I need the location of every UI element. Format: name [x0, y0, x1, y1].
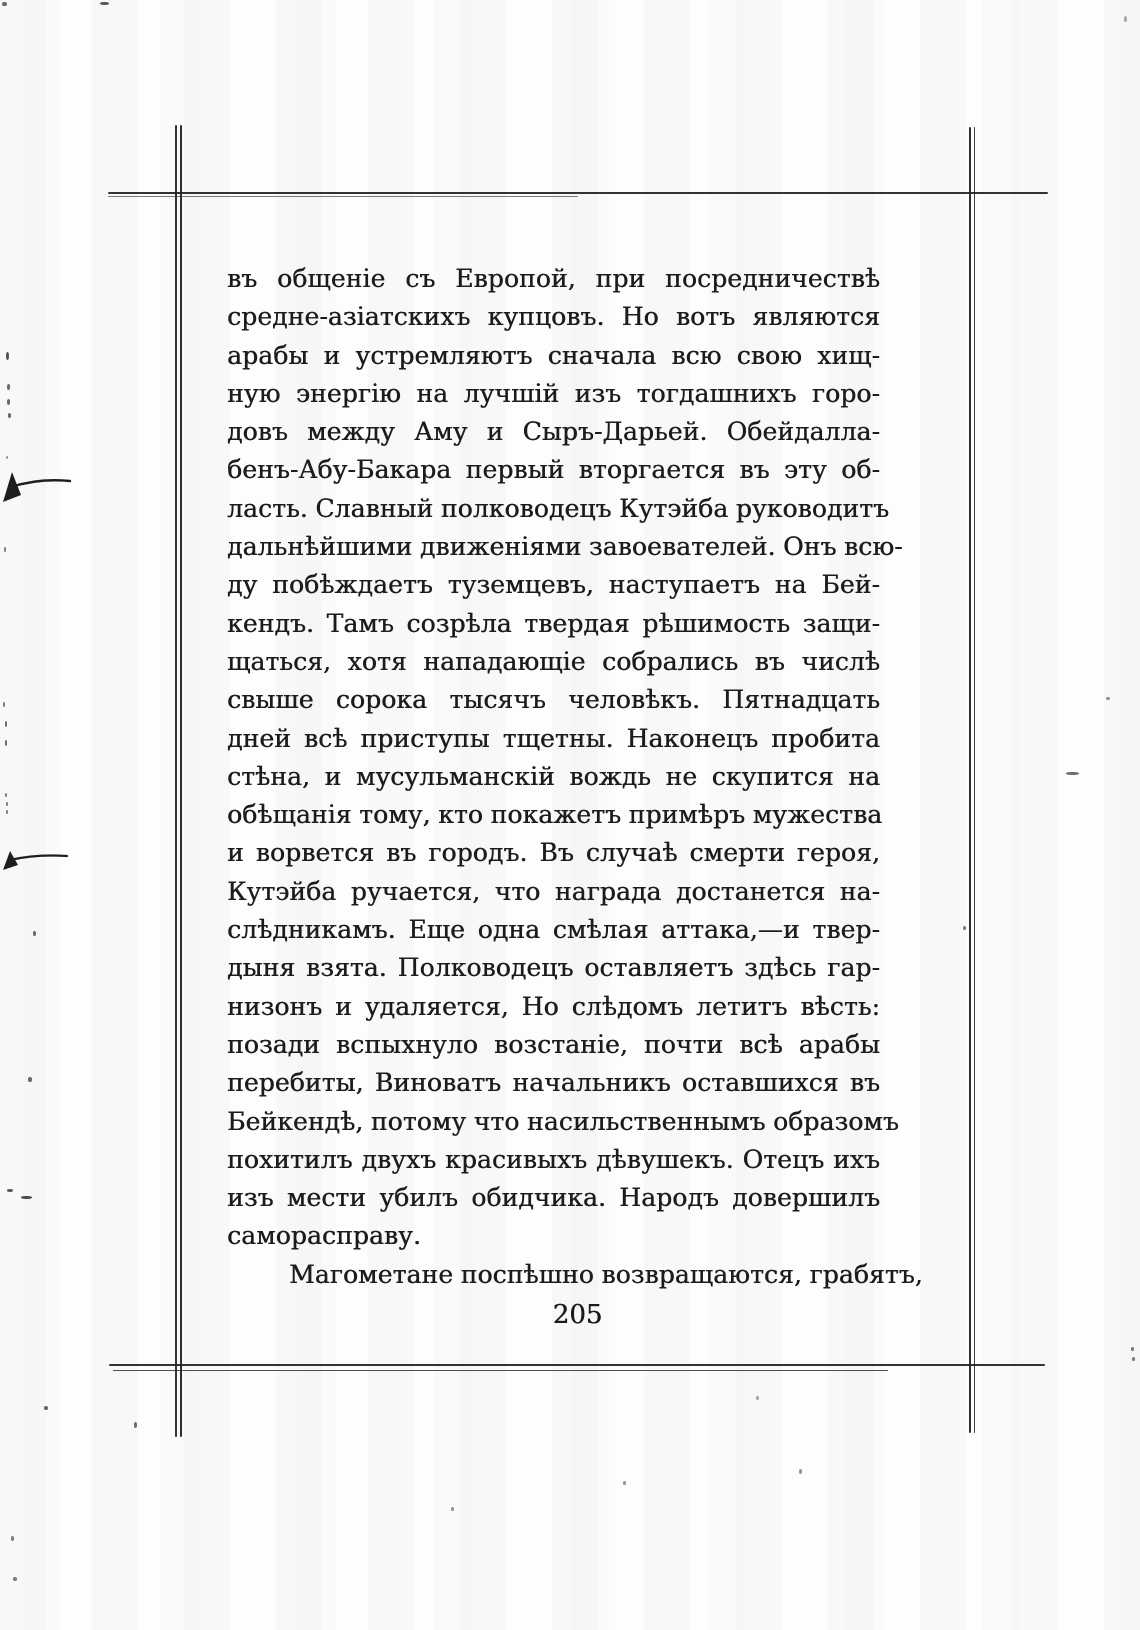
scan-speck	[963, 926, 966, 930]
text-line: обѣщанія тому, кто покажетъ примѣръ мужества	[227, 800, 883, 830]
text-line: дней всѣ приступы тщетны. Наконецъ пробита	[227, 723, 880, 753]
scan-speck	[756, 1396, 759, 1400]
frame-rule-left-inner	[180, 125, 182, 1437]
handwritten-arrow-mark-icon	[1, 848, 71, 874]
text-line: перебиты, Виноватъ начальникъ оставшихся въ	[227, 1068, 880, 1098]
text-line: довъ между Аму и Сыръ-Дарьей. Обейдалла-	[227, 417, 880, 447]
scan-speck	[1106, 697, 1110, 700]
scan-speck	[4, 547, 6, 552]
text-line: ную энергію на лучшій изъ тогдашнихъ горо-	[227, 378, 880, 408]
scan-speck	[6, 352, 9, 360]
page-number: 205	[552, 1300, 603, 1330]
scan-speck	[6, 802, 8, 806]
handwritten-arrow-mark-icon	[1, 468, 73, 506]
scan-speck	[134, 1422, 137, 1428]
text-line: Бейкендѣ, потому что насильственнымъ образомъ	[227, 1106, 899, 1136]
frame-rule-left-outer	[175, 125, 177, 1437]
scan-speck	[28, 1077, 32, 1082]
text-line: дальнѣйшими движеніями завоевателей. Онъ всю-	[227, 532, 903, 562]
text-line: въ общеніе съ Европой, при посредничествѣ	[227, 264, 880, 293]
frame-rule-right-outer	[974, 127, 976, 1433]
scan-speck	[21, 1196, 32, 1199]
frame-rule-bottom-double	[113, 1370, 888, 1372]
scan-speck	[451, 1507, 454, 1511]
scan-speck	[6, 810, 8, 814]
text-line: Магометане поспѣшно возвращаются, грабятъ,	[289, 1259, 923, 1289]
scan-speck	[6, 456, 8, 459]
scan-speck	[8, 413, 11, 418]
scan-speck	[2, 2, 7, 6]
scan-speck	[11, 1536, 14, 1541]
text-line: дыня взята. Полководецъ оставляетъ здѣсь гар-	[227, 953, 880, 983]
scan-speck	[5, 793, 7, 797]
text-line: кендъ. Тамъ созрѣла твердая рѣшимость защи-	[227, 608, 880, 638]
scan-speck	[1066, 772, 1079, 775]
scan-speck	[7, 384, 10, 390]
scan-speck	[799, 1469, 802, 1474]
frame-rule-bottom	[109, 1364, 1045, 1366]
text-line: и ворвется въ городъ. Въ случаѣ смерти героя,	[227, 838, 880, 868]
scan-speck	[5, 740, 7, 746]
text-line: похитилъ двухъ красивыхъ дѣвушекъ. Отецъ ихъ	[227, 1144, 880, 1174]
text-line: бенъ-Абу-Бакара первый вторгается въ эту об-	[227, 455, 880, 485]
text-line: изъ мести убилъ обидчика. Народъ довершилъ	[227, 1183, 880, 1213]
text-line: позади вспыхнуло возстаніе, почти всѣ арабы	[227, 1029, 880, 1059]
scan-speck	[33, 931, 36, 936]
text-line: саморасправу.	[227, 1221, 421, 1251]
text-line: свыше сорока тысячъ человѣкъ. Пятнадцать	[227, 685, 880, 715]
text-line: ду побѣждаетъ туземцевъ, наступаетъ на Бей-	[227, 570, 880, 600]
scan-speck	[5, 721, 7, 727]
scan-speck	[1124, 16, 1127, 22]
scan-speck	[3, 702, 5, 707]
scan-speck	[13, 1577, 17, 1581]
text-line: низонъ и удаляется, Но слѣдомъ летитъ вѣсть:	[227, 991, 880, 1021]
text-line: щаться, хотя нападающіе собрались въ числѣ	[227, 646, 880, 676]
frame-rule-top-double	[108, 196, 578, 197]
text-line: стѣна, и мусульманскій вождь не скупится на	[227, 761, 880, 791]
frame-rule-top	[108, 192, 1048, 194]
text-line: средне-азіатскихъ купцовъ. Но вотъ являются	[227, 302, 880, 332]
text-block	[227, 260, 923, 1294]
scan-speck	[44, 1406, 48, 1410]
scan-speck	[7, 1189, 13, 1192]
text-line: арабы и устремляютъ сначала всю свою хищ-	[227, 340, 880, 370]
frame-rule-right-inner	[969, 127, 971, 1433]
text-line: слѣдникамъ. Еще одна смѣлая аттака,—и твер-	[227, 915, 880, 945]
scan-speck	[1131, 1347, 1134, 1351]
scan-speck	[1132, 1357, 1135, 1361]
scan-speck	[623, 1481, 626, 1485]
text-line: ласть. Славный полководецъ Кутэйба руководитъ	[227, 493, 890, 523]
text-line: Кутэйба ручается, что награда достанется на-	[227, 876, 880, 906]
scan-speck	[100, 2, 109, 5]
scan-speck	[7, 399, 10, 405]
